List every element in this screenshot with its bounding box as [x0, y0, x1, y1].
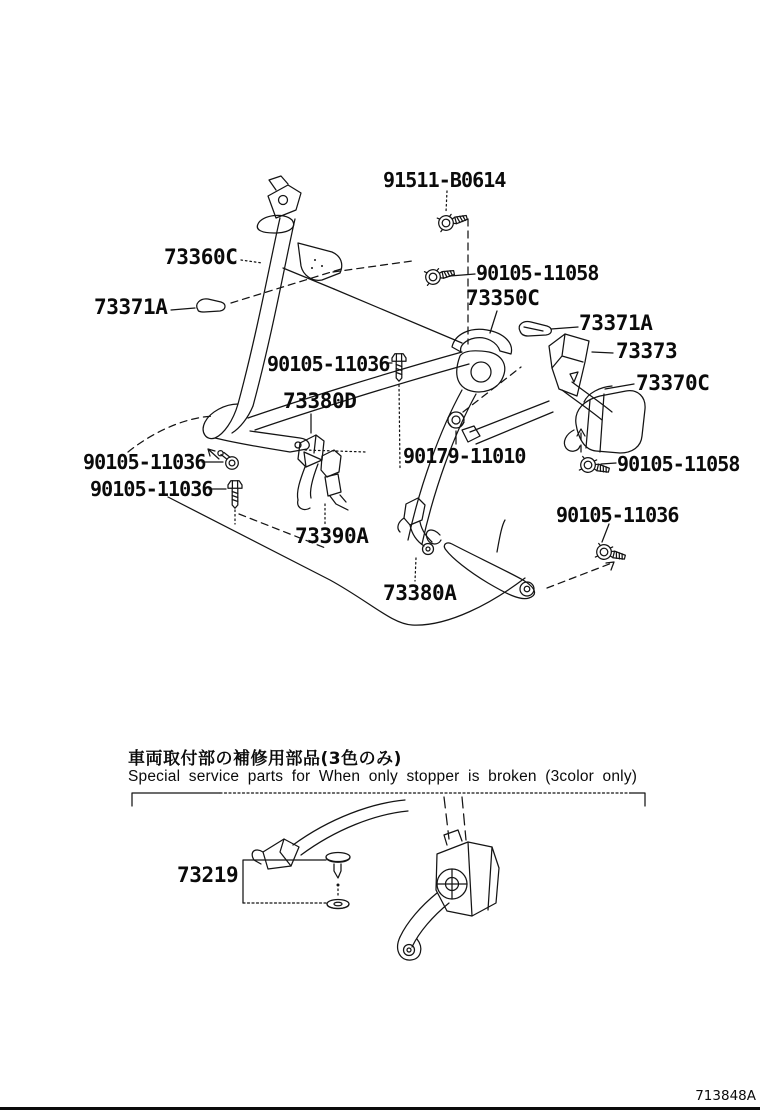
- label-73350C: 73350C: [466, 286, 540, 310]
- screw-11036-lower-right: [595, 543, 626, 564]
- screw-91511: [437, 210, 469, 232]
- label-91511-B0614: 91511-B0614: [383, 168, 506, 192]
- label-90179-11010: 90179-11010: [403, 444, 526, 468]
- buckle-73390A-drawing: [321, 450, 348, 510]
- bolt-11036-left: [228, 481, 242, 508]
- label-73371A-left: 73371A: [94, 295, 168, 319]
- label-90105-11058-upper: 90105-11058: [476, 261, 599, 285]
- label-90105-11036-left-upper: 90105-11036: [83, 450, 206, 474]
- label-73219: 73219: [177, 863, 239, 887]
- special-section-bracket: [132, 793, 645, 806]
- label-73360C: 73360C: [164, 245, 238, 269]
- bottom-border-line: [0, 1107, 760, 1110]
- stopper-73219-drawing: [243, 797, 499, 960]
- nut-90179: [448, 412, 464, 428]
- label-73390A: 73390A: [295, 524, 369, 548]
- special-note-japanese: 車両取付部の補修用部品(3色のみ): [128, 749, 402, 769]
- bolt-11036-center: [392, 354, 406, 381]
- label-90105-11058-right: 90105-11058: [617, 452, 740, 476]
- screw-11058-right: [579, 456, 610, 477]
- label-90105-11036-center: 90105-11036: [267, 352, 390, 376]
- label-73370C: 73370C: [636, 371, 710, 395]
- leader-lines: [171, 191, 634, 588]
- label-73371A-right: 73371A: [579, 311, 653, 335]
- label-90105-11036-left-lower: 90105-11036: [90, 477, 213, 501]
- label-90105-11036-lower-right: 90105-11036: [556, 503, 679, 527]
- special-note-english: Special service parts for When only stopper is broken (3color only): [128, 768, 638, 785]
- label-73380D: 73380D: [283, 389, 357, 413]
- label-73373: 73373: [616, 339, 678, 363]
- label-73380A: 73380A: [383, 581, 457, 605]
- clip-11036-left: [218, 451, 238, 470]
- buckle-73380D-drawing: [297, 435, 324, 510]
- page-code: 713848A: [695, 1088, 756, 1104]
